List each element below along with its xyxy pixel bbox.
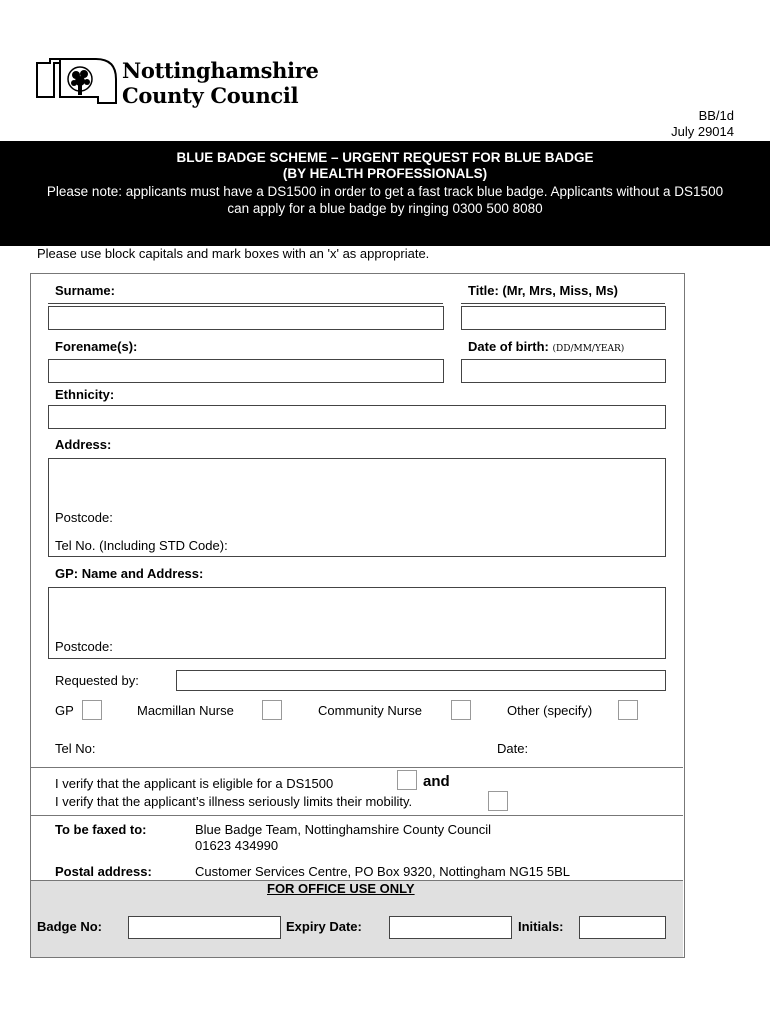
- option-macmillan-label: Macmillan Nurse: [137, 703, 234, 718]
- address-postcode-label: Postcode:: [55, 510, 113, 525]
- verify-eligible-text: I verify that the applicant is eligible for a DS1500: [55, 776, 334, 791]
- banner-subtitle: (BY HEALTH PROFESSIONALS): [282, 166, 488, 181]
- forename-label: Forename(s):: [55, 339, 138, 354]
- expiry-date-label: Expiry Date:: [286, 919, 362, 934]
- fax-number: 01623 434990: [195, 838, 279, 853]
- dob-label: [468, 339, 624, 354]
- verify-and: and: [423, 773, 450, 790]
- dob-label-text: Date of birth:: [468, 339, 549, 354]
- initials-label: Initials:: [518, 919, 564, 934]
- option-macmillan-checkbox[interactable]: [262, 700, 282, 720]
- banner-title: BLUE BADGE SCHEME – URGENT REQUEST FOR BLUE BADGE: [176, 150, 594, 165]
- title-rule: [461, 303, 665, 304]
- section-divider: [31, 767, 683, 768]
- surname-input[interactable]: [48, 306, 444, 330]
- option-community-nurse-checkbox[interactable]: [451, 700, 471, 720]
- tel-std-label: Tel No. (Including STD Code):: [55, 538, 228, 553]
- option-community-nurse-label: Community Nurse: [318, 703, 423, 718]
- expiry-date-input[interactable]: [389, 916, 512, 939]
- surname-rule: [48, 303, 443, 304]
- option-gp-checkbox[interactable]: [82, 700, 102, 720]
- ethnicity-label: Ethnicity:: [55, 387, 115, 402]
- gp-postcode-label: Postcode:: [55, 639, 113, 654]
- banner-note: Please note: applicants must have a DS1500 in order to get a fast track blue badge. Applicants without a DS1500 can apply for a blue badge by ringing 0300 500 8080: [46, 184, 724, 216]
- option-other-label: Other (specify): [507, 703, 593, 718]
- fax-line1: Blue Badge Team, Nottinghamshire County Council: [195, 822, 492, 837]
- tel-label: Tel No:: [55, 741, 96, 756]
- requested-by-label: Requested by:: [55, 673, 139, 688]
- org-name-line2: County Council: [122, 83, 299, 108]
- office-use-heading: FOR OFFICE USE ONLY: [267, 881, 415, 896]
- ethnicity-input[interactable]: [48, 405, 666, 429]
- verify-mobility-checkbox[interactable]: [488, 791, 508, 811]
- section-divider: [31, 815, 683, 816]
- forename-input[interactable]: [48, 359, 444, 383]
- title-input[interactable]: [461, 306, 666, 330]
- title-label: Title: (Mr, Mrs, Miss, Ms): [468, 283, 619, 298]
- verify-eligible-checkbox[interactable]: [397, 770, 417, 790]
- ref-code: BB/1d: [698, 108, 734, 123]
- dob-input[interactable]: [461, 359, 666, 383]
- council-logo: [36, 57, 118, 105]
- verify-mobility-text: I verify that the applicant’s illness seriously limits their mobility.: [55, 794, 413, 809]
- gp-name-address-label: GP: Name and Address:: [55, 566, 204, 581]
- address-label: Address:: [55, 437, 112, 452]
- initials-input[interactable]: [579, 916, 666, 939]
- postal-label: Postal address:: [55, 864, 152, 879]
- form-reference: [671, 108, 734, 140]
- badge-no-label: Badge No:: [37, 919, 102, 934]
- postal-address: Customer Services Centre, PO Box 9320, Nottingham NG15 5BL: [195, 864, 571, 879]
- dob-format: (DD/MM/YEAR): [552, 344, 625, 354]
- date-label: Date:: [497, 741, 529, 756]
- org-name-line1: Nottinghamshire: [122, 58, 319, 83]
- option-gp-label: GP: [55, 703, 74, 718]
- option-other-checkbox[interactable]: [618, 700, 638, 720]
- title-banner: [0, 141, 770, 246]
- badge-no-input[interactable]: [128, 916, 281, 939]
- requested-by-input[interactable]: [176, 670, 666, 691]
- surname-label: Surname:: [55, 283, 115, 298]
- fax-label: To be faxed to:: [55, 822, 147, 837]
- instructions: Please use block capitals and mark boxes with an 'x' as appropriate.: [37, 246, 430, 261]
- gp-address-input[interactable]: [48, 587, 666, 659]
- ref-date: July 29014: [671, 124, 734, 139]
